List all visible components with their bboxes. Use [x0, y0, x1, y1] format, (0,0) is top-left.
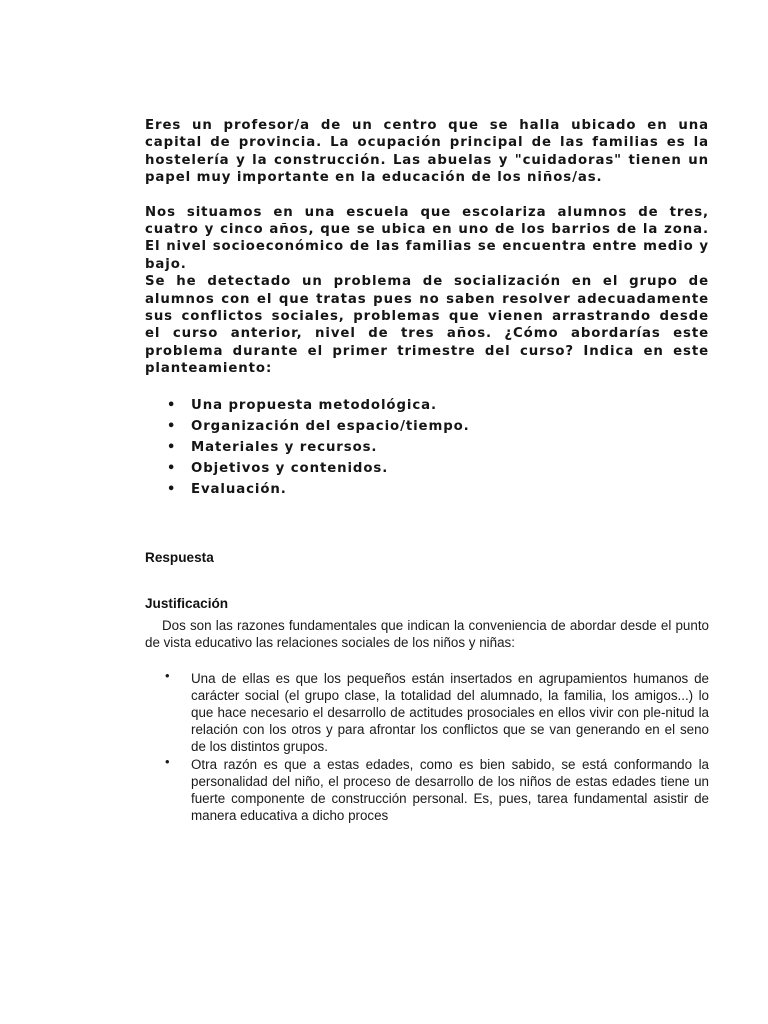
answer-heading: Respuesta	[145, 549, 214, 565]
paragraph-gap	[145, 187, 709, 204]
bullet-icon: •	[167, 460, 177, 476]
list-item	[167, 395, 709, 416]
list-item-text: Una propuesta metodológica.	[191, 397, 437, 413]
bullet-icon: •	[165, 753, 170, 769]
bullet-icon: •	[167, 418, 177, 434]
justification-intro: Dos son las razones fundamentales que indican la conveniencia de abordar desde el punto de vista educativo las relaciones sociales de los niños y niñas:	[145, 617, 709, 651]
list-item	[167, 479, 709, 500]
prompt-paragraph-context: Eres un profesor/a de un centro que se halla ubicado en una capital de provincia. La ocupación principal de las familias es la hostelería y la construcción. Las abuelas y "cuidadoras" tienen un papel muy importante en la educación de los niños/as.	[145, 118, 709, 186]
paragraph-gap	[145, 378, 709, 395]
list-item	[165, 667, 709, 756]
prompt-paragraph-problem: Se he detectado un problema de socialización en el grupo de alumnos con el que tratas pues no saben resolver adecuadamente sus conflictos sociales, problemas que vienen arrastrando desde el curso anterior, nivel de tres años. ¿Cómo abordarías este problema durante el primer trimestre del curso? Indica en este planteamiento:	[145, 274, 709, 377]
answer-section	[145, 550, 709, 825]
list-item	[167, 458, 709, 479]
bullet-icon: •	[165, 667, 170, 683]
list-item	[165, 753, 709, 825]
case-prompt	[145, 117, 709, 500]
bullet-icon: •	[167, 481, 177, 497]
list-item	[167, 416, 709, 437]
prompt-paragraph-school: Nos situamos en una escuela que escolariza alumnos de tres, cuatro y cinco años, que se ubica en uno de los barrios de la zona. El nivel socioeconómico de las familias se encuentra entre medio y bajo.	[145, 204, 709, 272]
reasons-list	[145, 667, 709, 825]
list-item-text: Una de ellas es que los pequeños están insertados en agrupamientos humanos de carácter social (el grupo clase, la totalidad del alumnado, la familia, los amigos...) lo que hace necesario el desarrollo de actitudes prosociales en ellos vivir con ple-nitud la relación con los otros y para afrontar los conflictos que se van generando en el seno de los distintos grupos.	[191, 670, 709, 755]
list-item-text: Evaluación.	[191, 481, 287, 497]
bullet-icon: •	[167, 397, 177, 413]
list-item	[167, 437, 709, 458]
document-page	[145, 117, 709, 824]
bullet-icon: •	[167, 439, 177, 455]
list-item-text: Otra razón es que a estas edades, como es bien sabido, se está conformando la personalidad del niño, el proceso de desarrollo de los niños de estas edades tiene un fuerte componente de construcción personal. Es, pues, tarea fundamental asistir de manera educativa a dicho proces	[191, 756, 709, 824]
list-item-text: Materiales y recursos.	[191, 439, 378, 455]
list-item-text: Organización del espacio/tiempo.	[191, 418, 470, 434]
list-item-text: Objetivos y contenidos.	[191, 460, 389, 476]
requirements-list	[145, 395, 709, 500]
justification-heading: Justificación	[145, 595, 229, 611]
